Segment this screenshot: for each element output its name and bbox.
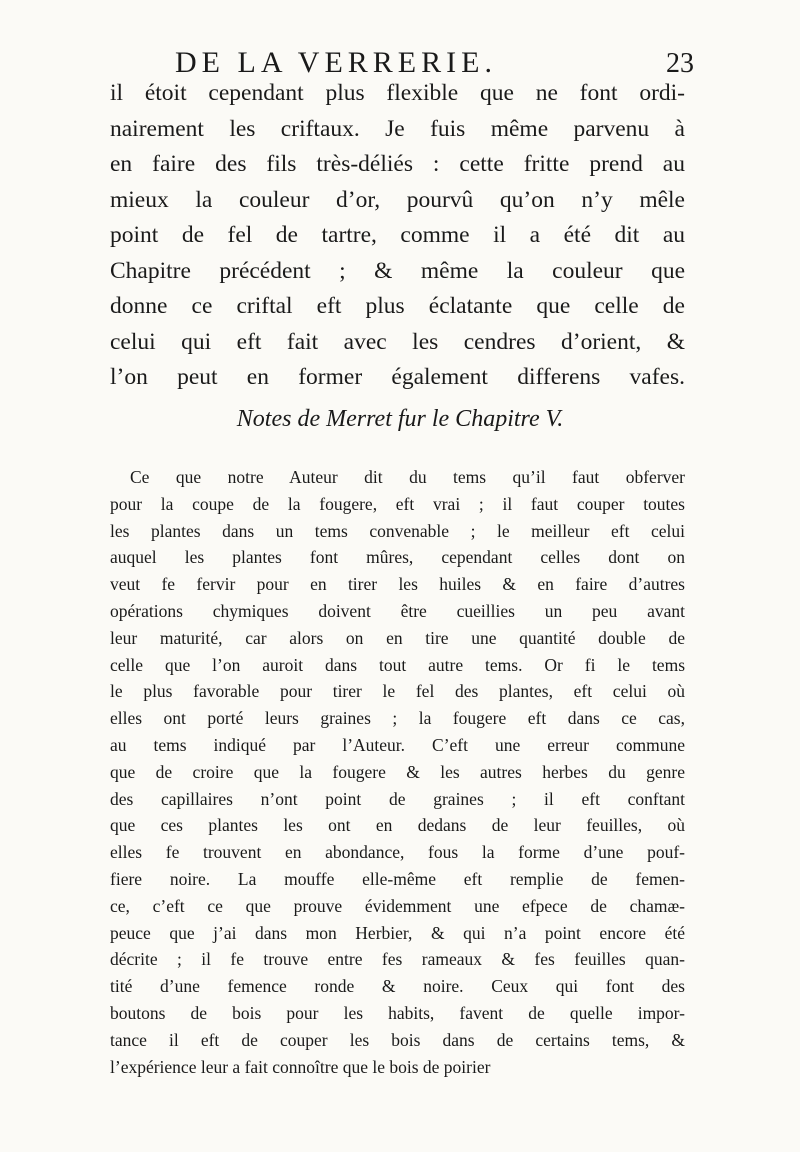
page-number: 23 — [666, 48, 694, 79]
note-line: celle que l’on auroit dans tout autre tems. Or fi le tems — [110, 654, 685, 675]
running-head: DE LA VERRERIE. — [175, 46, 497, 79]
note-line: leur maturité, car alors on en tire une quantité double de — [110, 627, 685, 648]
note-line: tité d’une femence ronde & noire. Ceux qui font des — [110, 976, 685, 997]
text-line: Chapitre précédent ; & même la couleur que — [110, 257, 685, 284]
note-line: que de croire que la fougere & les autres herbes du genre — [110, 761, 685, 782]
text-line: il étoit cependant plus flexible que ne font ordi- — [110, 80, 685, 106]
note-line: tance il eft de couper les bois dans de certains tems, & — [110, 1029, 685, 1050]
note-line: boutons de bois pour les habits, favent de quelle impor- — [110, 1002, 685, 1023]
note-line: l’expérience leur a fait connoître que le bois de poirier — [110, 1056, 491, 1077]
notes-heading: Notes de Merret fur le Chapitre V. — [236, 406, 564, 432]
note-line: Ce que notre Auteur dit du tems qu’il faut obferver — [130, 467, 685, 487]
note-line: peuce que j’ai dans mon Herbier, & qui n’a point encore été — [110, 922, 685, 943]
note-line: fiere noire. La mouffe elle-même eft remplie de femen- — [110, 868, 685, 889]
note-line: les plantes dans un tems convenable ; le meilleur eft celui — [110, 520, 685, 541]
text-line: l’on peut en former également differens vafes. — [110, 364, 685, 390]
note-line: elles fe trouvent en abondance, fous la forme d’une pouf- — [110, 842, 685, 863]
notes-paragraph — [110, 464, 685, 1080]
note-line: le plus favorable pour tirer le fel des plantes, eft celui où — [110, 681, 685, 702]
text-line: point de fel de tartre, comme il a été dit au — [110, 222, 685, 248]
text-line: donne ce criftal eft plus éclatante que celle de — [110, 293, 685, 319]
note-line: opérations chymiques doivent être cueillies un peu avant — [110, 600, 685, 621]
text-line: celui qui eft fait avec les cendres d’orient, & — [110, 328, 685, 355]
note-line: des capillaires n’ont point de graines ; il eft conftant — [110, 788, 685, 809]
text-line: mieux la couleur d’or, pourvû qu’on n’y mêle — [110, 186, 685, 213]
note-line: décrite ; il fe trouve entre fes rameaux & fes feuilles quan- — [110, 949, 685, 970]
note-line: que ces plantes les ont en dedans de leur feuilles, où — [110, 815, 685, 836]
note-line: au tems indiqué par l’Auteur. C’eft une erreur commune — [110, 734, 685, 755]
main-paragraph — [110, 76, 685, 396]
text-line: nairement les criftaux. Je fuis même parvenu à — [110, 115, 685, 142]
note-line: ce, c’eft ce que prouve évidemment une efpece de chamæ- — [110, 895, 685, 916]
note-line: veut fe fervir pour en tirer les huiles & en faire d’autres — [110, 574, 685, 595]
note-line: pour la coupe de la fougere, eft vrai ; il faut couper toutes — [110, 493, 685, 514]
note-line: elles ont porté leurs graines ; la fougere eft dans ce cas, — [110, 708, 685, 729]
note-line: auquel les plantes font mûres, cependant celles dont on — [110, 547, 685, 568]
text-line: en faire des fils très-déliés : cette fritte prend au — [110, 151, 685, 177]
